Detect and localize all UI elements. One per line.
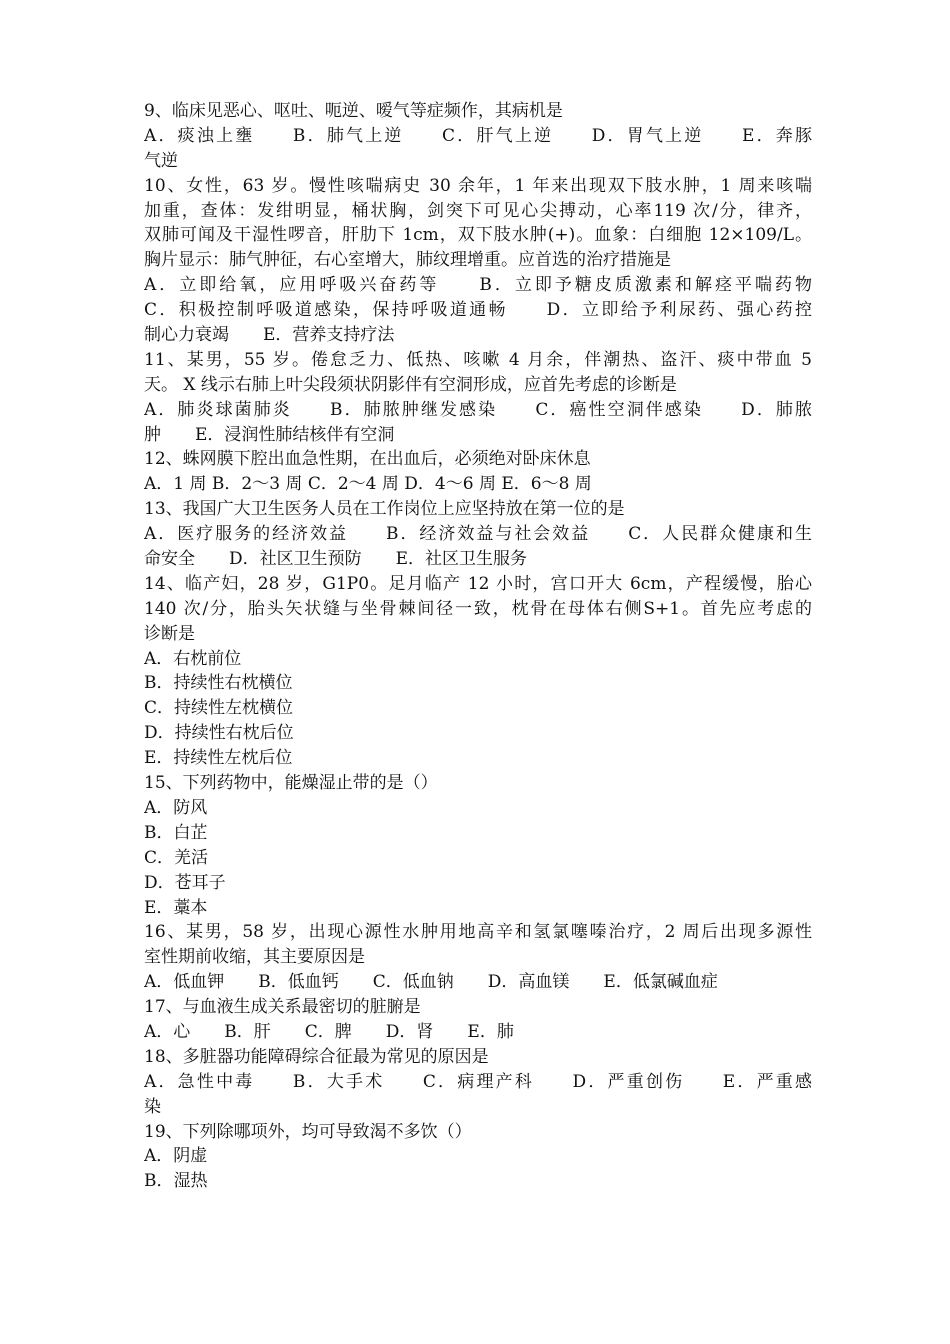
question-16-stem: 室性期前收缩，其主要原因是	[144, 947, 365, 968]
question-13-options: 命安全 D．社区卫生预防 E．社区卫生服务	[144, 549, 528, 570]
question-14-option-a: A．右枕前位	[144, 648, 242, 669]
question-10-stem: 双肺可闻及干湿性啰音，肝肋下 1cm，双下肢水肿(+)。血象：白细胞 12×109/L。	[144, 225, 812, 246]
question-15-stem: 15、下列药物中，能燥湿止带的是（）	[144, 773, 438, 794]
question-13-stem: 13、我国广大卫生医务人员在工作岗位上应坚持放在第一位的是	[144, 499, 625, 520]
question-10-stem: 10、女性，63 岁。慢性咳喘病史 30 余年，1 年来出现双下肢水肿，1 周来咳喘	[144, 175, 812, 196]
question-13-options: A．医疗服务的经济效益 B．经济效益与社会效益 C．人民群众健康和生	[144, 524, 812, 545]
question-11-options: 肿 E．浸润性肺结核伴有空洞	[144, 424, 395, 445]
question-16-options: A．低血钾 B．低血钙 C．低血钠 D．高血镁 E．低氯碱血症	[144, 972, 718, 993]
question-14-stem: 诊断是	[144, 623, 195, 644]
question-10-stem: 加重，查体：发绀明显，桶状胸，剑突下可见心尖搏动，心率119 次/分，律齐，	[144, 200, 812, 221]
question-10-stem: 胸片显示：肺气肿征，右心室增大，肺纹理增重。应首选的治疗措施是	[144, 250, 671, 271]
question-9-options-cont: 气逆	[144, 150, 178, 171]
question-11-options: A．肺炎球菌肺炎 B．肺脓肿继发感染 C．癌性空洞伴感染 D．肺脓	[144, 399, 812, 420]
question-17-stem: 17、与血液生成关系最密切的脏腑是	[144, 997, 421, 1018]
question-15-option-e: E．藁本	[144, 897, 208, 918]
question-12-options: A．1 周 B．2～3 周 C．2～4 周 D．4～6 周 E．6～8 周	[144, 474, 592, 495]
question-14-option-c: C．持续性左枕横位	[144, 698, 294, 719]
document-body	[144, 99, 812, 1194]
question-14-stem: 140 次/分，胎头矢状缝与坐骨棘间径一致，枕骨在母体右侧S+1。首先应考虑的	[144, 598, 812, 619]
question-19-option-b: B．湿热	[144, 1171, 208, 1192]
question-15-option-b: B．白芷	[144, 822, 208, 843]
question-12-stem: 12、蛛网膜下腔出血急性期，在出血后，必须绝对卧床休息	[144, 449, 591, 470]
question-9-options: A．痰浊上壅 B．肺气上逆 C．肝气上逆 D．胃气上逆 E．奔豚	[144, 125, 812, 146]
question-11-stem: 11、某男，55 岁。倦怠乏力、低热、咳嗽 4 月余，伴潮热、盗汗、痰中带血 5	[144, 349, 812, 370]
question-19-stem: 19、下列除哪项外，均可导致渴不多饮（）	[144, 1121, 472, 1142]
question-14-option-d: D．持续性右枕后位	[144, 723, 294, 744]
question-14-option-e: E．持续性左枕后位	[144, 748, 293, 769]
question-17-options: A．心 B．肝 C．脾 D．肾 E．肺	[144, 1021, 514, 1042]
question-15-option-c: C．羌活	[144, 847, 209, 868]
question-15-option-a: A．防风	[144, 797, 208, 818]
question-9-stem: 9、临床见恶心、呕吐、呃逆、嗳气等症频作，其病机是	[144, 101, 563, 121]
question-10-options: 制心力衰竭 E．营养支持疗法	[144, 325, 395, 346]
question-16-stem: 16、某男，58 岁，出现心源性水肿用地高辛和氢氯噻嗪治疗，2 周后出现多源性	[144, 922, 812, 943]
question-14-stem: 14、临产妇，28 岁，G1P0。足月临产 12 小时，宫口开大 6cm，产程缓慢，胎心	[144, 573, 812, 594]
question-18-stem: 18、多脏器功能障碍综合征最为常见的原因是	[144, 1046, 489, 1067]
question-10-options: A．立即给氧，应用呼吸兴奋药等 B．立即予糖皮质激素和解痉平喘药物	[144, 275, 812, 296]
question-18-options: 染	[144, 1096, 161, 1117]
question-10-options: C．积极控制呼吸道感染，保持呼吸道通畅 D．立即给予利尿药、强心药控	[144, 300, 812, 321]
question-11-stem: 天。 X 线示右肺上叶尖段须状阴影伴有空洞形成，应首先考虑的诊断是	[144, 374, 677, 395]
question-19-option-a: A．阴虚	[144, 1146, 208, 1167]
question-18-options: A．急性中毒 B．大手术 C．病理产科 D．严重创伤 E．严重感	[144, 1071, 812, 1092]
question-14-option-b: B．持续性右枕横位	[144, 673, 293, 694]
question-15-option-d: D．苍耳子	[144, 872, 226, 893]
